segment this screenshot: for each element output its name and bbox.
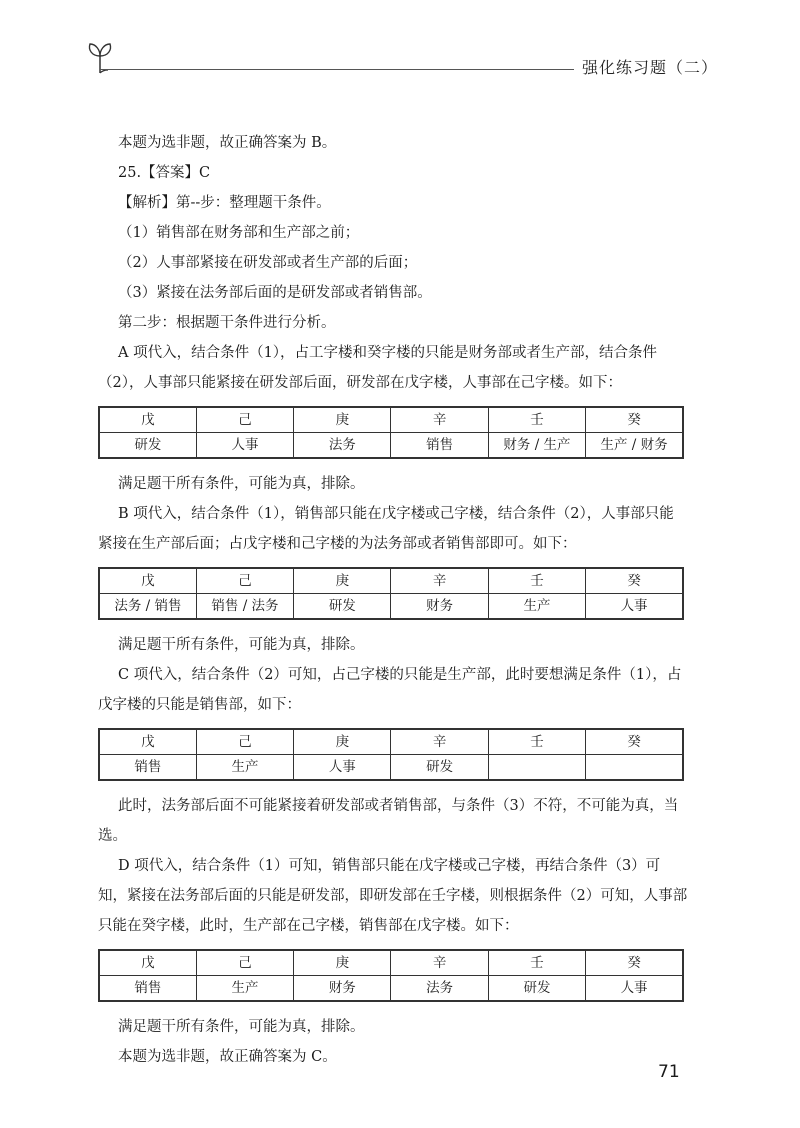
table-cell: 销售 — [391, 433, 488, 459]
answer-heading: 25.【答案】C — [118, 165, 211, 181]
table-cell: 生产 — [196, 755, 293, 781]
final-answer: 本题为选非题，故正确答案为 C。 — [118, 1049, 337, 1065]
table-header-cell: 癸 — [586, 568, 683, 594]
conclusion-b: 满足题干所有条件，可能为真，排除。 — [118, 637, 365, 653]
table-header-cell: 辛 — [391, 729, 488, 755]
conclusion-c: 此时，法务部后面不可能紧接着研发部或者销售部，与条件（3）不符，不可能为真，当选。 — [98, 798, 679, 844]
table-row — [99, 594, 683, 620]
table-row — [99, 976, 683, 1002]
table-header-cell: 庚 — [294, 729, 391, 755]
table-cell: 生产 / 财务 — [586, 433, 683, 459]
table-header-cell: 己 — [196, 568, 293, 594]
table-header-cell: 壬 — [488, 568, 585, 594]
table-header-cell: 壬 — [488, 950, 585, 976]
table-cell: 研发 — [391, 755, 488, 781]
option-c-text: C 项代入，结合条件（2）可知，占己字楼的只能是生产部，此时要想满足条件（1），占戊字楼的只能是销售部，如下： — [98, 667, 682, 713]
table-header-row — [99, 568, 683, 594]
table-header-cell: 戊 — [99, 568, 196, 594]
option-d-text: D 项代入，结合条件（1）可知，销售部只能在戊字楼或己字楼，再结合条件（3）可知，紧接在法务部后面的只能是研发部，即研发部在壬字楼，则根据条件（2）可知，人事部只能在癸字楼，此时，生产部在己字楼，销售部在戊字楼。如下： — [98, 858, 688, 934]
table-header-cell: 庚 — [294, 950, 391, 976]
table-header-cell: 己 — [196, 729, 293, 755]
table-cell: 人事 — [586, 976, 683, 1002]
table-header-cell: 庚 — [294, 407, 391, 433]
table-cell: 财务 — [294, 976, 391, 1002]
paragraph: 本题为选非题，故正确答案为 B。 — [118, 135, 337, 151]
table-cell — [586, 755, 683, 781]
condition-2: （2）人事部紧接在研发部或者生产部的后面； — [118, 255, 418, 271]
table-header-cell: 辛 — [391, 950, 488, 976]
table-cell: 研发 — [99, 433, 196, 459]
table-cell — [488, 755, 585, 781]
table-header-cell: 己 — [196, 950, 293, 976]
table-cell: 销售 / 法务 — [196, 594, 293, 620]
table-option-b — [98, 567, 684, 620]
table-cell: 财务 / 生产 — [488, 433, 585, 459]
table-row — [99, 433, 683, 459]
table-option-c — [98, 728, 684, 781]
table-cell: 法务 — [391, 976, 488, 1002]
header-rule — [100, 69, 574, 70]
page-number: 71 — [658, 1062, 680, 1082]
table-header-cell: 戊 — [99, 729, 196, 755]
table-header-cell: 戊 — [99, 950, 196, 976]
table-header-cell: 辛 — [391, 407, 488, 433]
conclusion-d: 满足题干所有条件，可能为真，排除。 — [118, 1019, 365, 1035]
table-cell: 销售 — [99, 976, 196, 1002]
table-header-cell: 癸 — [586, 729, 683, 755]
table-header-cell: 壬 — [488, 729, 585, 755]
analysis-heading: 【解析】第--步：整理题干条件。 — [118, 195, 331, 211]
table-cell: 研发 — [294, 594, 391, 620]
table-header-cell: 己 — [196, 407, 293, 433]
table-cell: 生产 — [196, 976, 293, 1002]
table-cell: 销售 — [99, 755, 196, 781]
table-cell: 法务 / 销售 — [99, 594, 196, 620]
option-b-text: B 项代入，结合条件（1），销售部只能在戊字楼或己字楼，结合条件（2），人事部只能紧接在生产部后面；占戊字楼和己字楼的为法务部或者销售部即可。如下： — [98, 506, 674, 552]
table-cell: 人事 — [586, 594, 683, 620]
table-option-d — [98, 949, 684, 1002]
step-two: 第二步：根据题干条件进行分析。 — [118, 315, 336, 331]
option-a-text: A 项代入，结合条件（1），占工字楼和癸字楼的只能是财务部或者生产部，结合条件（2），人事部只能紧接在研发部后面，研发部在戊字楼，人事部在己字楼。如下： — [98, 345, 658, 391]
table-cell: 财务 — [391, 594, 488, 620]
table-cell: 研发 — [488, 976, 585, 1002]
table-header-row — [99, 950, 683, 976]
table-cell: 法务 — [294, 433, 391, 459]
table-header-row — [99, 407, 683, 433]
conclusion-a: 满足题干所有条件，可能为真，排除。 — [118, 476, 365, 492]
table-header-cell: 壬 — [488, 407, 585, 433]
table-header-cell: 癸 — [586, 407, 683, 433]
page-content — [98, 128, 688, 1072]
table-cell: 生产 — [488, 594, 585, 620]
table-header-cell: 庚 — [294, 568, 391, 594]
condition-1: （1）销售部在财务部和生产部之前； — [118, 225, 360, 241]
table-header-cell: 戊 — [99, 407, 196, 433]
table-cell: 人事 — [196, 433, 293, 459]
header-title: 强化练习题（二） — [582, 58, 719, 77]
table-header-cell: 辛 — [391, 568, 488, 594]
table-option-a — [98, 406, 684, 459]
table-header-row — [99, 729, 683, 755]
table-cell: 人事 — [294, 755, 391, 781]
condition-3: （3）紧接在法务部后面的是研发部或者销售部。 — [118, 285, 432, 301]
table-header-cell: 癸 — [586, 950, 683, 976]
table-row — [99, 755, 683, 781]
